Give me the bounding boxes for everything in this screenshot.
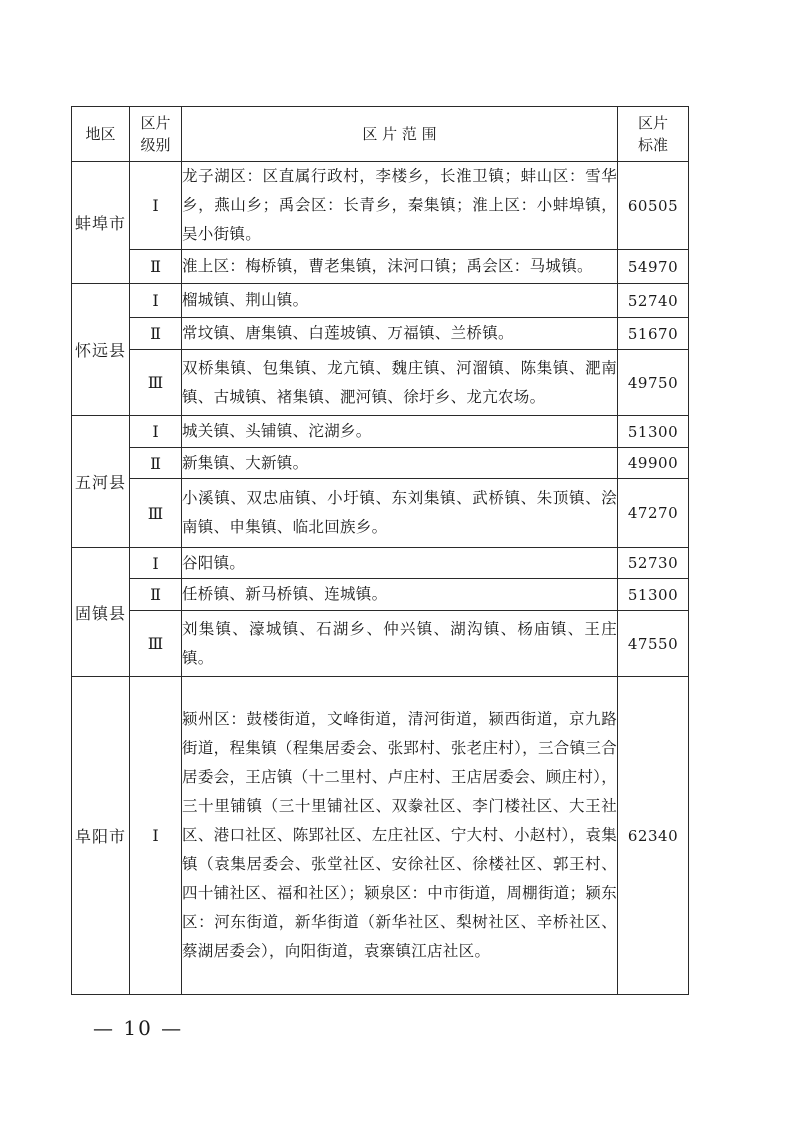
scope-cell: 常坟镇、唐集镇、白莲坡镇、万福镇、兰桥镇。 [182, 318, 618, 350]
region-cell: 固镇县 [72, 548, 130, 677]
grade-cell: Ⅲ [130, 350, 182, 416]
scope-cell: 谷阳镇。 [182, 548, 618, 579]
standard-cell: 49900 [618, 448, 689, 479]
grade-cell: Ⅱ [130, 579, 182, 611]
standard-cell: 60505 [618, 162, 689, 250]
grade-cell: Ⅰ [130, 284, 182, 318]
region-cell: 五河县 [72, 416, 130, 548]
region-cell: 阜阳市 [72, 677, 130, 995]
standard-cell: 47550 [618, 611, 689, 677]
grade-cell: Ⅱ [130, 448, 182, 479]
table-row [72, 162, 689, 250]
header-grade: 区片 级别 [130, 107, 182, 162]
standard-cell: 51670 [618, 318, 689, 350]
scope-cell: 颍州区：鼓楼街道，文峰街道，清河街道，颍西街道，京九路街道，程集镇（程集居委会、张郢村、张老庄村），三合镇三合居委会，王店镇（十二里村、卢庄村、王店居委会、顾庄村），三十里铺镇（三十里铺社区、双豢社区、李门楼社区、大王社区、港口社区、陈郢社区、左庄社区、宁大村、小赵村），袁集镇（袁集居委会、张堂社区、安徐社区、徐楼社区、郭王村、四十铺社区、福和社区）；颍泉区：中市街道，周棚街道；颍东区：河东街道，新华街道（新华社区、梨树社区、辛桥社区、蔡湖居委会），向阳街道，袁寨镇江店社区。 [182, 677, 618, 995]
scope-cell: 榴城镇、荆山镇。 [182, 284, 618, 318]
grade-cell: Ⅰ [130, 162, 182, 250]
standard-cell: 62340 [618, 677, 689, 995]
table-row [72, 284, 689, 318]
region-cell: 蚌埠市 [72, 162, 130, 284]
scope-cell: 刘集镇、濠城镇、石湖乡、仲兴镇、湖沟镇、杨庙镇、王庄镇。 [182, 611, 618, 677]
table-row [72, 479, 689, 548]
scope-cell: 新集镇、大新镇。 [182, 448, 618, 479]
scope-cell: 龙子湖区：区直属行政村，李楼乡，长淮卫镇；蚌山区：雪华乡，燕山乡；禹会区：长青乡，秦集镇；淮上区：小蚌埠镇，吴小街镇。 [182, 162, 618, 250]
scope-cell: 双桥集镇、包集镇、龙亢镇、魏庄镇、河溜镇、陈集镇、淝南镇、古城镇、褚集镇、淝河镇、徐圩乡、龙亢农场。 [182, 350, 618, 416]
scope-cell: 城关镇、头铺镇、沱湖乡。 [182, 416, 618, 448]
grade-cell: Ⅲ [130, 479, 182, 548]
table-row [72, 416, 689, 448]
standard-cell: 51300 [618, 416, 689, 448]
header-standard: 区片 标准 [618, 107, 689, 162]
scope-cell: 小溪镇、双忠庙镇、小圩镇、东刘集镇、武桥镇、朱顶镇、浍南镇、申集镇、临北回族乡。 [182, 479, 618, 548]
region-cell: 怀远县 [72, 284, 130, 416]
grade-cell: Ⅱ [130, 318, 182, 350]
header-region: 地区 [72, 107, 130, 162]
grade-cell: Ⅲ [130, 611, 182, 677]
page-number: — 10 — [93, 1016, 184, 1040]
standard-cell: 49750 [618, 350, 689, 416]
table-row [72, 350, 689, 416]
standard-cell: 47270 [618, 479, 689, 548]
table-row [72, 318, 689, 350]
grade-cell: Ⅰ [130, 548, 182, 579]
table-row [72, 611, 689, 677]
standard-cell: 54970 [618, 250, 689, 284]
grade-cell: Ⅱ [130, 250, 182, 284]
standard-cell: 51300 [618, 579, 689, 611]
land-price-table [71, 106, 689, 995]
grade-cell: Ⅰ [130, 677, 182, 995]
table-row [72, 250, 689, 284]
standard-cell: 52730 [618, 548, 689, 579]
grade-cell: Ⅰ [130, 416, 182, 448]
standard-cell: 52740 [618, 284, 689, 318]
table-header-row [72, 107, 689, 162]
scope-cell: 任桥镇、新马桥镇、连城镇。 [182, 579, 618, 611]
table-row [72, 448, 689, 479]
table-row [72, 579, 689, 611]
scope-cell: 淮上区：梅桥镇，曹老集镇，沫河口镇；禹会区：马城镇。 [182, 250, 618, 284]
table-row [72, 548, 689, 579]
header-scope: 区 片 范 围 [182, 107, 618, 162]
table-row [72, 677, 689, 995]
